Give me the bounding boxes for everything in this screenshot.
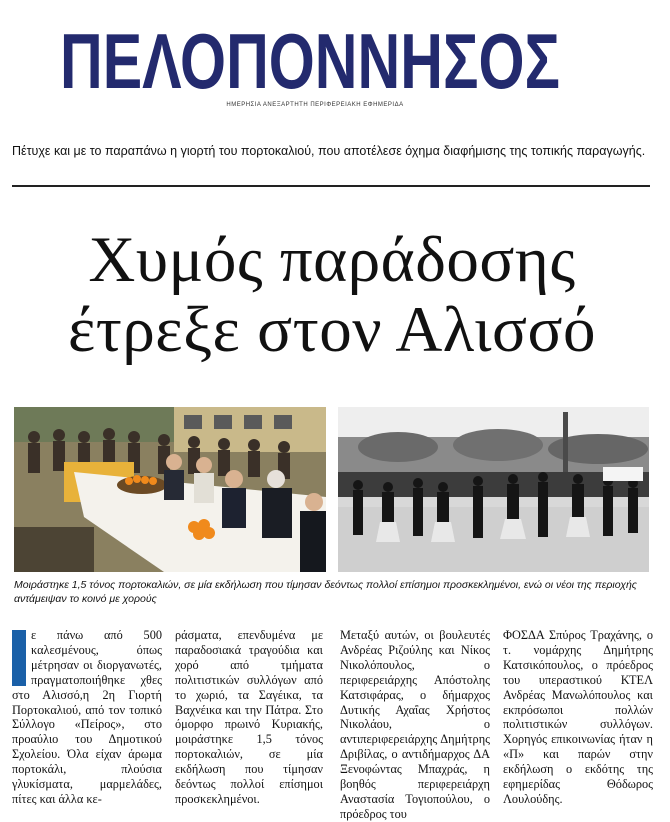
drop-cap-letter: [12, 630, 26, 645]
newspaper-logo: [55, 22, 565, 104]
masthead: [0, 0, 670, 135]
subheadline: Πέτυχε και με το παραπάνω η γιορτή του πορτοκαλιού, που αποτέλεσε όχημα διαφήμισης της τοπικής παραγωγής.: [12, 144, 646, 158]
masthead-tagline: ΗΜΕΡΗΣΙΑ ΑΝΕΞΑΡΤΗΤΗ ΠΕΡΙΦΕΡΕΙΑΚΗ ΕΦΗΜΕΡΙΔΑ: [226, 102, 404, 108]
event-photo-officials: [14, 407, 326, 572]
event-photo-dancers: [338, 407, 649, 572]
drop-cap: [12, 630, 26, 686]
divider: [12, 185, 650, 187]
article-column-4: [503, 628, 653, 807]
headline-line-1: Χυμός παράδοσης: [88, 224, 576, 296]
article-column-2: [175, 628, 323, 807]
article-text-3: Μεταξύ αυτών, οι βουλευτές Ανδρέας Ριζούλης και Νίκος Νικολόπουλος, ο περιφερειάρχης Απόστολης Κατσιφάρας, ο δήμαρχος Δυτικής Αχαΐας Χρήστος Νικολάου, ο αντιπεριφερειάρχης Δημήτρης Δριβίλας, ο αντιδήμαρχος ΔΑ Ξενοφώντας Μπαχράς, η βοηθός περιφερειάρχη Αναστασία Τογιοπούλου, ο πρόεδρος του: [340, 628, 490, 821]
article-text-1: ε πάνω από 500 καλεσμένους, όπως μέτρησαν οι διοργανωτές, πραγματοποιήθηκε χθες στο Αλισσό,η 2η Γιορτή Πορτοκαλιού, από τον τοπικό Σύλλογο «Πείρος», στο προαύλιο του Δημοτικού Σχολείου. Όλα είχαν άρωμα πορτοκάλι, πλούσια γλυκίσματα, μαρμελάδες, πίτες και άλλα κε-: [12, 628, 162, 806]
headline-line-2: έτρεξε στον Αλισσό: [67, 294, 597, 366]
article-column-1: [12, 628, 162, 807]
article-text-2: ράσματα, επενδυμένα με παραδοσιακά τραγούδια και χορό από τμήματα πολιτιστικών συλλόγων από το χωριό, τα Σαγέικα, τα Βαχνέικα και την Πάτρα. Στο όμορφο πρωινό Κυριακής, μοιράστηκε 1,5 τόνος πορτοκαλιών, σε μία εκδήλωση που τίμησαν δεόντως πολλοί επίσημοι προσκεκλημένοι.: [175, 628, 323, 806]
article-column-3: [340, 628, 490, 822]
headline: [12, 225, 652, 365]
logo-title: ΠΕΛΟΠΟΝΝΗΣΟΣ: [60, 22, 560, 104]
photo-caption: Μοιράστηκε 1,5 τόνος πορτοκαλιών, σε μία εκδήλωση που τίμησαν δεόντως πολλοί επίσημοι προσκεκλημένοι, ενώ οι νέοι της περιοχής αντάμειψαν το κοινό με χορούς: [14, 579, 637, 605]
article-text-4: ΦΟΣΔΑ Σπύρος Τραχάνης, ο τ. νομάρχης Δημήτρης Κατσικόπουλος, ο πρόεδρος του υπεραστικού ΚΤΕΛ Ανδρέας Μανωλόπουλος και εκπρόσωποι πολλών πολιτιστικών συλλόγων. Χορηγός επικοινωνίας ήταν η «Π» και παρών στην εκδήλωση ο εκδότης της εφημερίδας Θόδωρος Λουλούδης.: [503, 628, 653, 806]
